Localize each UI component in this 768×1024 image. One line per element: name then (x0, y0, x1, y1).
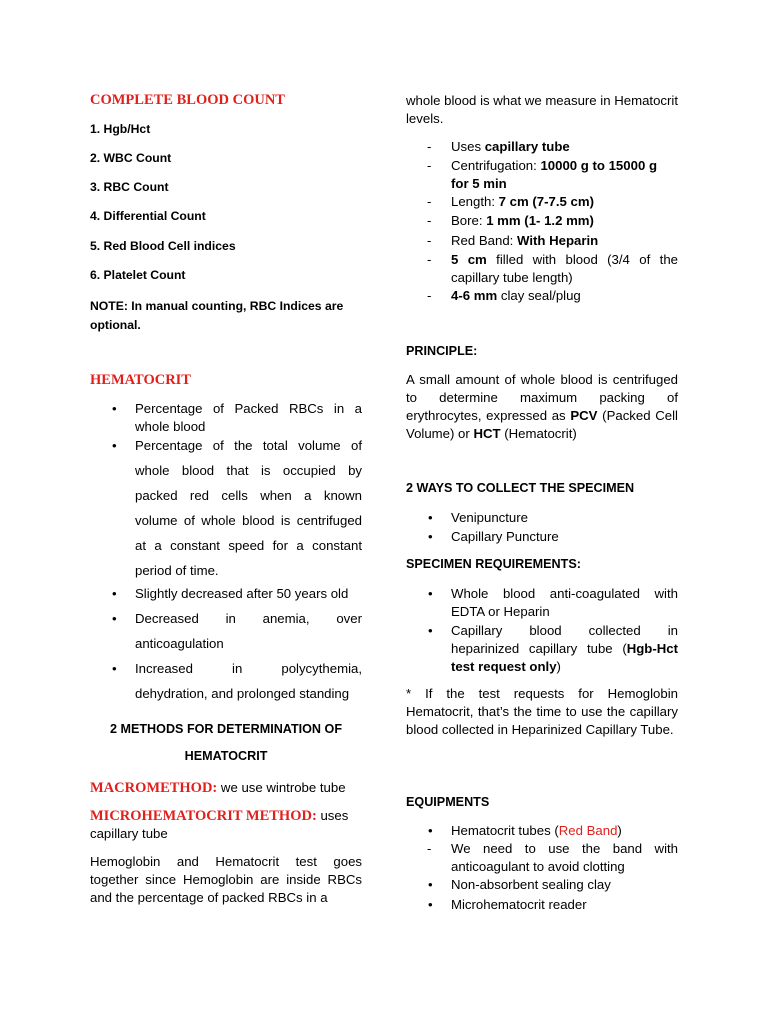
macromethod-line (90, 780, 362, 797)
micromethod-text: uses capillary tube (90, 808, 349, 841)
cbc-item: 4. Differential Count (90, 209, 206, 223)
micromethod-line (90, 807, 362, 843)
cbc-item: 5. Red Blood Cell indices (90, 239, 236, 253)
cbc-note: NOTE: In manual counting, RBC Indices are optional. (90, 299, 344, 332)
micromethod-label: MICROHEMATOCRIT METHOD: (90, 808, 317, 824)
cbc-title: COMPLETE BLOOD COUNT (90, 92, 285, 108)
collect-item: • Capillary Puncture (406, 528, 678, 546)
hemoglobin-paragraph: Hemoglobin and Hematocrit test goes together since Hemoglobin are inside RBCs and the percentage of packed RBCs in a (90, 854, 362, 905)
cbc-item: 6. Platelet Count (90, 268, 186, 282)
hematocrit-bullet: • Decreased in anemia, over anticoagulation (90, 606, 362, 656)
spec-item: - 5 cm filled with blood (3/4 of the capillary tube length) (406, 251, 678, 287)
equipment-note: - We need to use the band with anticoagulant to avoid clotting (406, 840, 678, 876)
hematocrit-bullet: • Percentage of the total volume of whole blood that is occupied by packed red cells when a known volume of whole blood is centrifuged at a constant speed for a constant period of time. (90, 433, 362, 583)
spec-item: - Red Band: With Heparin (406, 232, 678, 250)
spec-item: - Bore: 1 mm (1- 1.2 mm) (406, 212, 678, 230)
macromethod-label: MACROMETHOD: (90, 780, 218, 796)
equipment-item: • Non-absorbent sealing clay (406, 876, 678, 894)
hematocrit-bullet: • Increased in polycythemia, dehydration, and prolonged standing (90, 656, 362, 706)
hematocrit-title: HEMATOCRIT (90, 372, 191, 388)
hematocrit-bullet: • Slightly decreased after 50 years old (90, 581, 362, 606)
continuation-paragraph: whole blood is what we measure in Hematocrit levels. (406, 93, 678, 126)
spec-item: - Uses capillary tube (406, 138, 678, 156)
equipment-item: • Hematocrit tubes (Red Band) (406, 822, 678, 840)
hematocrit-bullet: • Percentage of Packed RBCs in a whole blood (90, 400, 362, 436)
equipment-item: • Microhematocrit reader (406, 896, 678, 914)
collect-item: • Venipuncture (406, 509, 678, 527)
principle-paragraph: A small amount of whole blood is centrifuged to determine maximum packing of erythrocytes, expressed as PCV (Packed Cell Volume) or HCT (Hematocrit) (406, 372, 678, 441)
spec-item: - Centrifugation: 10000 g to 15000 g for 5 min (406, 157, 678, 193)
macromethod-text: we use wintrobe tube (217, 780, 346, 795)
cbc-item: 1. Hgb/Hct (90, 122, 151, 136)
requirements-heading: SPECIMEN REQUIREMENTS: (406, 557, 581, 571)
principle-heading: PRINCIPLE: (406, 344, 478, 358)
requirement-item: • Whole blood anti-coagulated with EDTA or Heparin (406, 585, 678, 621)
capillary-note: * If the test requests for Hemoglobin Hematocrit, that’s the time to use the capillary blood collected in Heparinized Capillary Tube. (406, 686, 678, 737)
spec-item: - 4-6 mm clay seal/plug (406, 287, 678, 305)
spec-item: - Length: 7 cm (7-7.5 cm) (406, 193, 678, 211)
equipments-heading: EQUIPMENTS (406, 795, 490, 809)
collect-heading: 2 WAYS TO COLLECT THE SPECIMEN (406, 481, 635, 495)
cbc-item: 2. WBC Count (90, 151, 172, 165)
methods-heading: 2 METHODS FOR DETERMINATION OF HEMATOCRIT (109, 722, 343, 763)
cbc-item: 3. RBC Count (90, 180, 169, 194)
requirement-item: • Capillary blood collected in heparinized capillary tube (Hgb-Hct test request only) (406, 622, 678, 676)
